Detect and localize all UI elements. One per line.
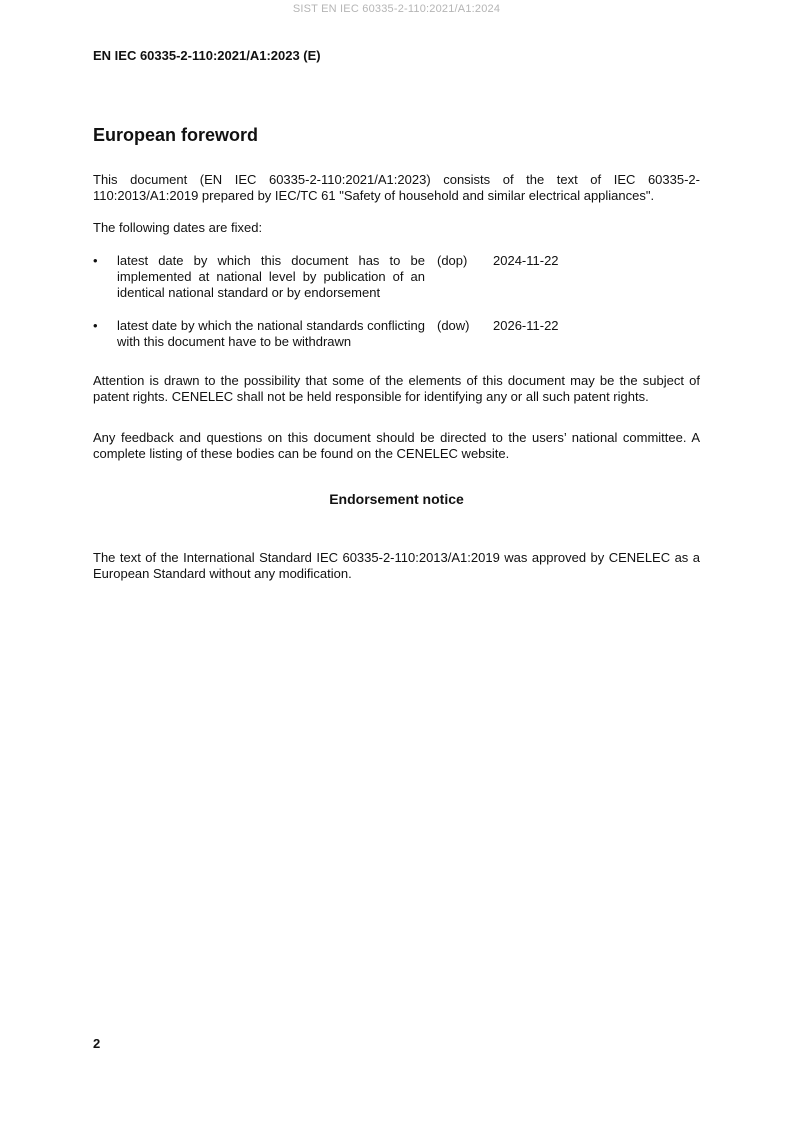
date-item-dop-text: latest date by which this document has to be implemented at national level by publication of an identical national standard or by endorsement [117, 253, 425, 300]
page-number: 2 [93, 1036, 101, 1051]
endorsement-paragraph: The text of the International Standard IEC 60335-2-110:2013/A1:2019 was approved by CENELEC as a European Standard without any modification. [93, 550, 700, 581]
bullet-icon: • [93, 318, 98, 333]
foreword-paragraph-1: This document (EN IEC 60335-2-110:2021/A1:2023) consists of the text of IEC 60335-2-110:2013/A1:2019 prepared by IEC/TC 61 "Safety of household and similar electrical appliances". [93, 172, 700, 203]
date-item-dow-date: 2026-11-22 [493, 318, 559, 333]
dates-intro-text: The following dates are fixed: [93, 220, 263, 235]
bullet-icon: • [93, 253, 98, 268]
page-content [93, 48, 700, 582]
endorsement-notice-heading: Endorsement notice [329, 491, 464, 507]
document-reference: EN IEC 60335-2-110:2021/A1:2023 (E) [93, 48, 321, 63]
feedback-paragraph: Any feedback and questions on this document should be directed to the users’ national committee. A complete listing of these bodies can be found on the CENELEC website. [93, 430, 700, 461]
date-item-dow-text: latest date by which the national standards conflicting with this document have to be withdrawn [117, 318, 425, 349]
date-item-dop [93, 253, 700, 301]
patent-rights-paragraph: Attention is drawn to the possibility that some of the elements of this document may be the subject of patent rights. CENELEC shall not be held responsible for identifying any or all such patent rights. [93, 373, 700, 404]
date-item-dow-code: (dow) [437, 318, 470, 333]
date-item-dow [93, 318, 700, 350]
date-item-dop-code: (dop) [437, 253, 468, 268]
date-item-dop-date: 2024-11-22 [493, 253, 559, 268]
watermark-header: SIST EN IEC 60335-2-110:2021/A1:2024 [292, 3, 501, 15]
foreword-heading: European foreword [93, 125, 259, 145]
